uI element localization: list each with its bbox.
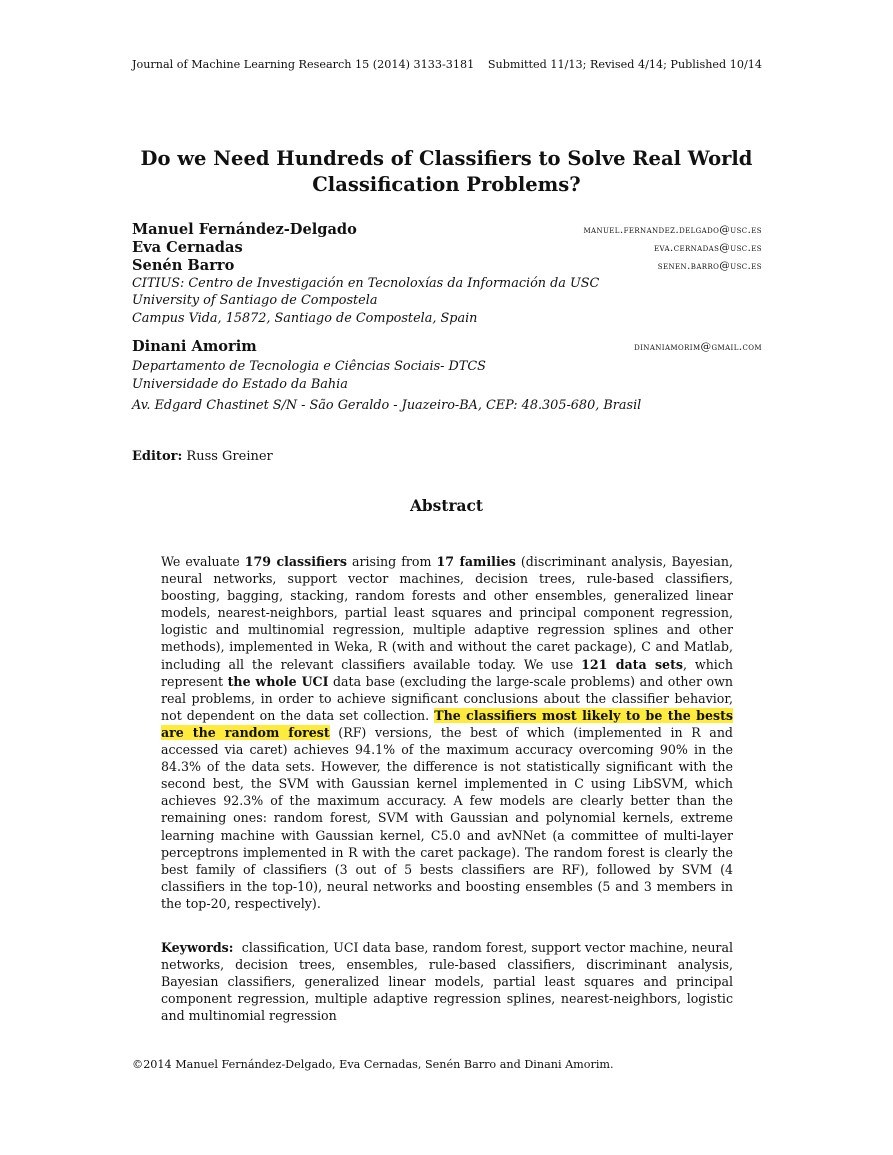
author-name: Manuel Fernández-Delgado xyxy=(132,221,357,238)
abstract-text: (discriminant analysis, Bayesian, neural networks, support vector machines, decision trees, rule-based classifiers, boosting, bagging, stacking, random forests and other ensembles, generalized linear models, nearest-neighbors, partial least squares and principal component regression, logistic and multinomial regression, multiple adaptive regression splines and other methods), implemented in Weka, R (with and without the caret package), C and Matlab, including all the relevant classifiers available today. We use xyxy=(161,554,733,672)
affiliation-line: Universidade do Estado da Bahia xyxy=(132,377,348,392)
abstract-text: data base (excluding the large-scale problems) and other own real problems, in order to achieve significant conclusions about the classifier behavior, not dependent on the data set collection. xyxy=(161,673,733,723)
abstract-emphasis: 179 classifiers xyxy=(244,554,347,569)
paper-title: Do we Need Hundreds of Classifiers to Solve Real World Classification Problems? xyxy=(140,147,753,196)
author-row xyxy=(132,338,762,356)
abstract-text: , which represent xyxy=(161,656,734,689)
abstract-text: (RF) versions, the best of which (implemented in R and accessed via caret) achieves 94.1% of the maximum accuracy overcoming 90% in the 84.3% of the data sets. However, the difference is not statistically significant with the second best, the SVM with Gaussian kernel implemented in C using LibSVM, which achieves 92.3% of the maximum accuracy. A few models are clearly better than the remaining ones: random forest, SVM with Gaussian and polynomial kernels, extreme learning machine with Gaussian kernel, C5.0 and avNNet (a committee of multi-layer perceptrons implemented in R with the caret package). The random forest is clearly the best family of classifiers (3 out of 5 bests classifiers are RF), followed by SVM (4 classifiers in the top-10), neural networks and boosting ensembles (5 and 3 members in the top-20, respectively). xyxy=(161,724,733,911)
abstract-emphasis: the whole UCI xyxy=(227,673,329,689)
author-email: dinaniamorim@gmail.com xyxy=(634,341,762,353)
abstract-body xyxy=(161,553,733,912)
abstract-text: We evaluate xyxy=(161,554,245,569)
copyright-notice: ©2014 Manuel Fernández-Delgado, Eva Cernadas, Senén Barro and Dinani Amorim. xyxy=(132,1058,614,1071)
keywords-label: Keywords: xyxy=(161,940,234,955)
keywords-text: classification, UCI data base, random forest, support vector machine, neural networks, decision trees, ensembles, rule-based classifiers, discriminant analysis, Bayesian classifiers, generalized linear models, partial least squares and principal component regression, multiple adaptive regression splines, nearest-neighbors, logistic and multinomial regression xyxy=(161,940,733,1024)
author-email: manuel.fernandez.delgado@usc.es xyxy=(583,224,762,236)
abstract-text: arising from xyxy=(346,554,437,569)
editor-label: Editor: xyxy=(132,449,183,464)
affiliation-line: Campus Vida, 15872, Santiago de Compostela, Spain xyxy=(132,311,478,326)
highlighted-sentence: The classifiers most likely to be the bests are the random forest xyxy=(161,707,733,740)
author-row xyxy=(132,257,762,275)
author-name: Eva Cernadas xyxy=(132,239,243,256)
affiliation-line: Departamento de Tecnologia e Ciências Sociais- DTCS xyxy=(132,359,486,374)
submission-dates: Submitted 11/13; Revised 4/14; Published 10/14 xyxy=(487,58,762,71)
keywords-section xyxy=(161,939,733,1024)
abstract-heading: Abstract xyxy=(409,497,484,515)
author-name: Senén Barro xyxy=(132,257,235,274)
affiliation-line: University of Santiago de Compostela xyxy=(132,293,378,308)
author-email: senen.barro@usc.es xyxy=(657,260,762,272)
abstract-emphasis: 17 families xyxy=(436,554,516,569)
author-email: eva.cernadas@usc.es xyxy=(653,242,762,254)
author-row xyxy=(132,239,762,257)
affiliation-line: Av. Edgard Chastinet S/N - São Geraldo - Juazeiro-BA, CEP: 48.305-680, Brasil xyxy=(132,398,642,413)
journal-header: Journal of Machine Learning Research 15 (2014) 3133-3181 xyxy=(132,58,475,71)
editor-line xyxy=(132,449,273,464)
affiliation-line: CITIUS: Centro de Investigación en Tecnoloxías da Información da USC xyxy=(132,276,600,291)
author-row xyxy=(132,221,762,239)
abstract-emphasis: 121 data sets xyxy=(581,656,683,672)
author-name: Dinani Amorim xyxy=(132,338,257,355)
editor-name: Russ Greiner xyxy=(186,449,273,464)
